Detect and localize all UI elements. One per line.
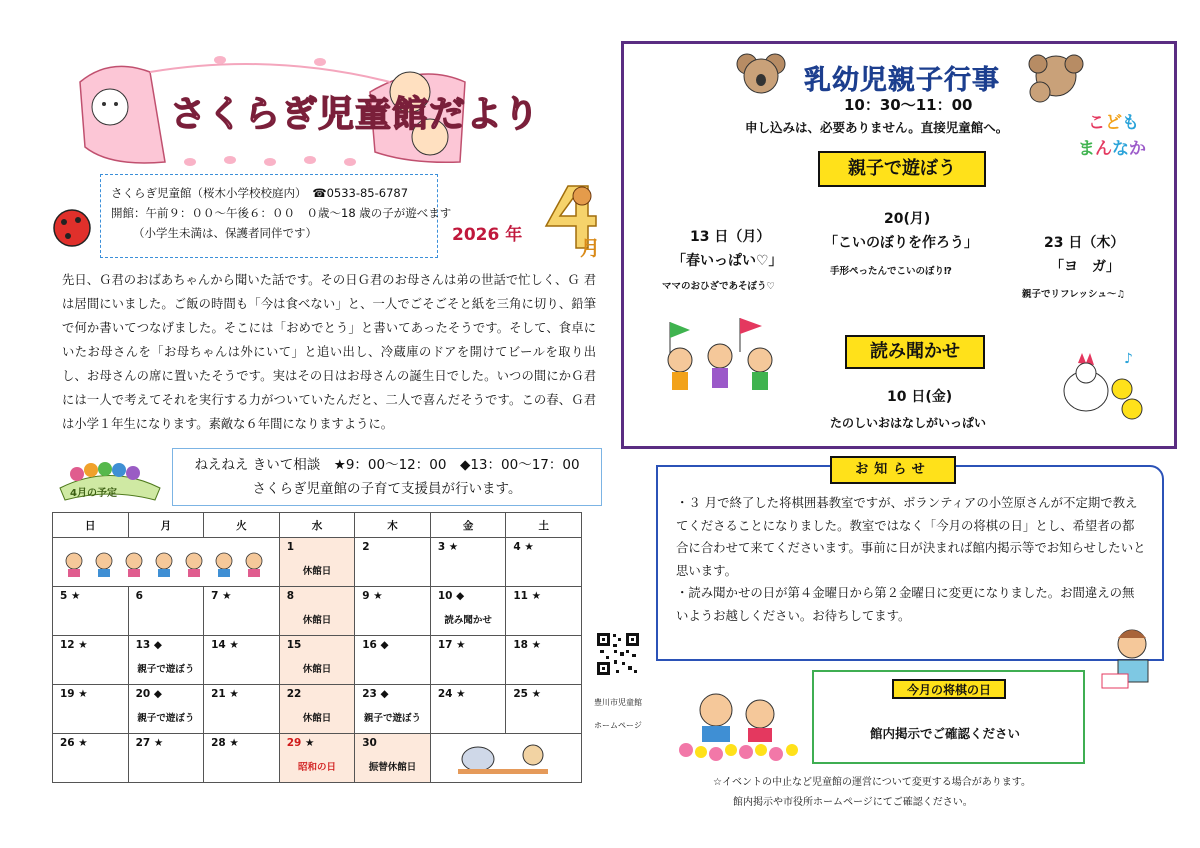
ladybug-icon [48, 206, 96, 250]
calendar-decoration-cell [430, 734, 581, 783]
calendar-day-6: 6 [128, 587, 204, 636]
svg-text:♪: ♪ [1124, 351, 1133, 367]
calendar-day-3: 3 ★ [430, 538, 506, 587]
consultation-hours: ねえねえ きいて相談 ★9：00～12：00 ◆13：00～17：00 [194, 457, 580, 473]
calendar-day-22: 22 休館日 [279, 685, 355, 734]
event-20-name: 「こいのぼりを作ろう」 [824, 235, 978, 251]
event-23-date: 23 日（木） [1044, 235, 1125, 251]
story-paragraph: 先日、Ｇ君のおばあちゃんから聞いた話です。その日Ｇ君のお母さんは弟の世話で忙しく、Ｇ 君は居間にいました。ご飯の時間も「今は食べない」と、一人でごそごそと紙を三角に切り、鉛筆で何か書いてつなげました。そこには「おめでとう」と書いてあったそうです。そして、食卓にいたお母さんを「お母ちゃんは外にいて」と追い出し、冷蔵庫のドアを開けてビールを取り出し、お母さんの席に置いたそうです。実はその日はお母さんの誕生日でした。いつの間にかＧ君には一人で考えてそれを実行する力がついていたんだと、二人で喜んだそうです。この春、Ｇ君は小学１年生になります。素敵な６年間になりますように。 [62, 273, 596, 431]
calendar-week-row [53, 587, 582, 636]
children-in-flowers-icon [676, 682, 804, 762]
weekday-fri: 金 [430, 513, 506, 538]
weekday-sun: 日 [53, 513, 129, 538]
events-time: 10：30～11：00 [844, 96, 973, 114]
kodomo-logo-line1: こども [1088, 113, 1139, 133]
calendar-day-13: 13 ◆ 親子で遊ぼう [128, 636, 204, 685]
calendar-week-row [53, 636, 582, 685]
calendar-decoration-cell [53, 538, 280, 587]
shogi-day-text: 館内掲示でご確認ください [870, 726, 1021, 741]
newsletter-title: さくらぎ児童館だより [170, 94, 541, 135]
calendar-day-27: 27 ★ [128, 734, 204, 783]
calendar-week-row [53, 685, 582, 734]
calendar-day-14: 14 ★ [204, 636, 280, 685]
weekday-tue: 火 [204, 513, 280, 538]
events-note: 申し込みは、必要ありません。直接児童館へ。 [745, 120, 1009, 135]
shogi-day-heading: 今月の将棋の日 [892, 679, 1006, 699]
calendar-day-1: 1 休館日 [279, 538, 355, 587]
chicken-and-chicks-icon [1056, 345, 1146, 425]
consultation-box [172, 448, 602, 506]
calendar-day-9: 9 ★ [355, 587, 431, 636]
calendar-day-4: 4 ★ [506, 538, 582, 587]
event-13-date: 13 日（月） [690, 229, 771, 245]
calendar-day-17: 17 ★ [430, 636, 506, 685]
calendar-day-20: 20 ◆ 親子で遊ぼう [128, 685, 204, 734]
calendar-day-25: 25 ★ [506, 685, 582, 734]
child-drawing-icon [1098, 624, 1166, 694]
calendar-day-8: 8 休館日 [279, 587, 355, 636]
calendar-day-19: 19 ★ [53, 685, 129, 734]
weekday-thu: 木 [355, 513, 431, 538]
calendar-day-11: 11 ★ [506, 587, 582, 636]
calendar-day-30: 30 振替休館日 [355, 734, 431, 783]
cooking-animals-icon [438, 737, 568, 777]
storytelling-subtitle: たのしいおはなしがいっぱい [830, 416, 987, 430]
storytelling-heading: 読み聞かせ [845, 335, 985, 369]
calendar-header-row [53, 513, 582, 538]
calendar-day-18: 18 ★ [506, 636, 582, 685]
koala-family-icon [1020, 52, 1090, 107]
april-calendar [52, 512, 582, 783]
calendar-week-row [53, 538, 582, 587]
calendar-day-21: 21 ★ [204, 685, 280, 734]
calendar-day-2: 2 [355, 538, 431, 587]
footer-note-line2: 館内掲示や市役所ホームページにてご確認ください。 [733, 797, 973, 808]
event-20-subtitle: 手形ぺったんでこいのぼり⁉ [830, 266, 952, 277]
calendar-day-7: 7 ★ [204, 587, 280, 636]
calendar-week-row [53, 734, 582, 783]
calendar-day-10: 10 ◆ 読み聞かせ [430, 587, 506, 636]
hall-address: さくらぎ児童館（桜木小学校校庭内） ☎0533-85-6787 [111, 186, 409, 200]
month-label: 月 [580, 236, 600, 260]
footer-note-line1: ☆イベントの中止など児童館の運営について変更する場合があります。 [713, 777, 1031, 788]
notice-item-storytelling: ・読み聞かせの日が第４金曜日から第２金曜日に変更になりました。お間違えの無いようお越しください。お待ちしてます。 [676, 585, 1135, 623]
notice-heading: お知らせ [830, 456, 956, 484]
notice-item-shogi: ・３ 月で終了した将棋囲碁教室ですが、ボランティアの小笠原さんが不定期で教えてくださることになりました。教室ではなく「今月の将棋の日」とし、希望者の都合に合わせて来てくださいます。事前に日が決まれば館内掲示等でお知らせしたいと思います。 [676, 495, 1146, 578]
guardian-note: （小学生未満は、保護者同伴です） [133, 226, 317, 240]
qr-label-city: 豊川市児童館 [594, 698, 642, 707]
children-parade-icon [60, 541, 270, 581]
consultation-staff: さくらぎ児童館の子育て支援員が行います。 [252, 481, 522, 497]
event-13-name: 「春いっぱい♡」 [672, 253, 783, 269]
weekday-sat: 土 [506, 513, 582, 538]
year-label: 2026 年 [452, 225, 523, 245]
calendar-day-5: 5 ★ [53, 587, 129, 636]
hall-info-box [100, 174, 452, 258]
calendar-day-24: 24 ★ [430, 685, 506, 734]
koala-icon [735, 48, 787, 100]
children-with-flags-icon [650, 312, 790, 392]
weekday-wed: 水 [279, 513, 355, 538]
qr-label-homepage: ホームページ [594, 721, 642, 730]
event-13-subtitle: ママのおひざであそぼう♡ [662, 281, 776, 292]
event-23-name: 「ヨ ガ」 [1050, 259, 1120, 275]
event-23-subtitle: 親子でリフレッシュ～♫ [1022, 289, 1125, 300]
play-together-heading: 親子で遊ぼう [818, 151, 986, 187]
calendar-day-16: 16 ◆ [355, 636, 431, 685]
opening-hours: 開館：午前９：００～午後６：００ ０歳～18 歳の子が遊べます [111, 206, 452, 220]
calendar-day-28: 28 ★ [204, 734, 280, 783]
calendar-day-23: 23 ◆ 親子で遊ぼう [355, 685, 431, 734]
kodomo-logo-line2: まんなか [1078, 139, 1146, 159]
notice-body [676, 492, 1146, 627]
events-title: 乳幼児親子行事 [804, 65, 1000, 96]
qr-code-icon[interactable] [596, 632, 640, 676]
calendar-day-12: 12 ★ [53, 636, 129, 685]
calendar-day-15: 15 休館日 [279, 636, 355, 685]
weekday-mon: 月 [128, 513, 204, 538]
calendar-day-26: 26 ★ [53, 734, 129, 783]
storytelling-date: 10 日(金) [887, 389, 953, 405]
event-20-date: 20(月) [884, 211, 931, 227]
plan-label: 4月の予定 [70, 488, 117, 499]
calendar-day-29: 29 ★ 昭和の日 [279, 734, 355, 783]
